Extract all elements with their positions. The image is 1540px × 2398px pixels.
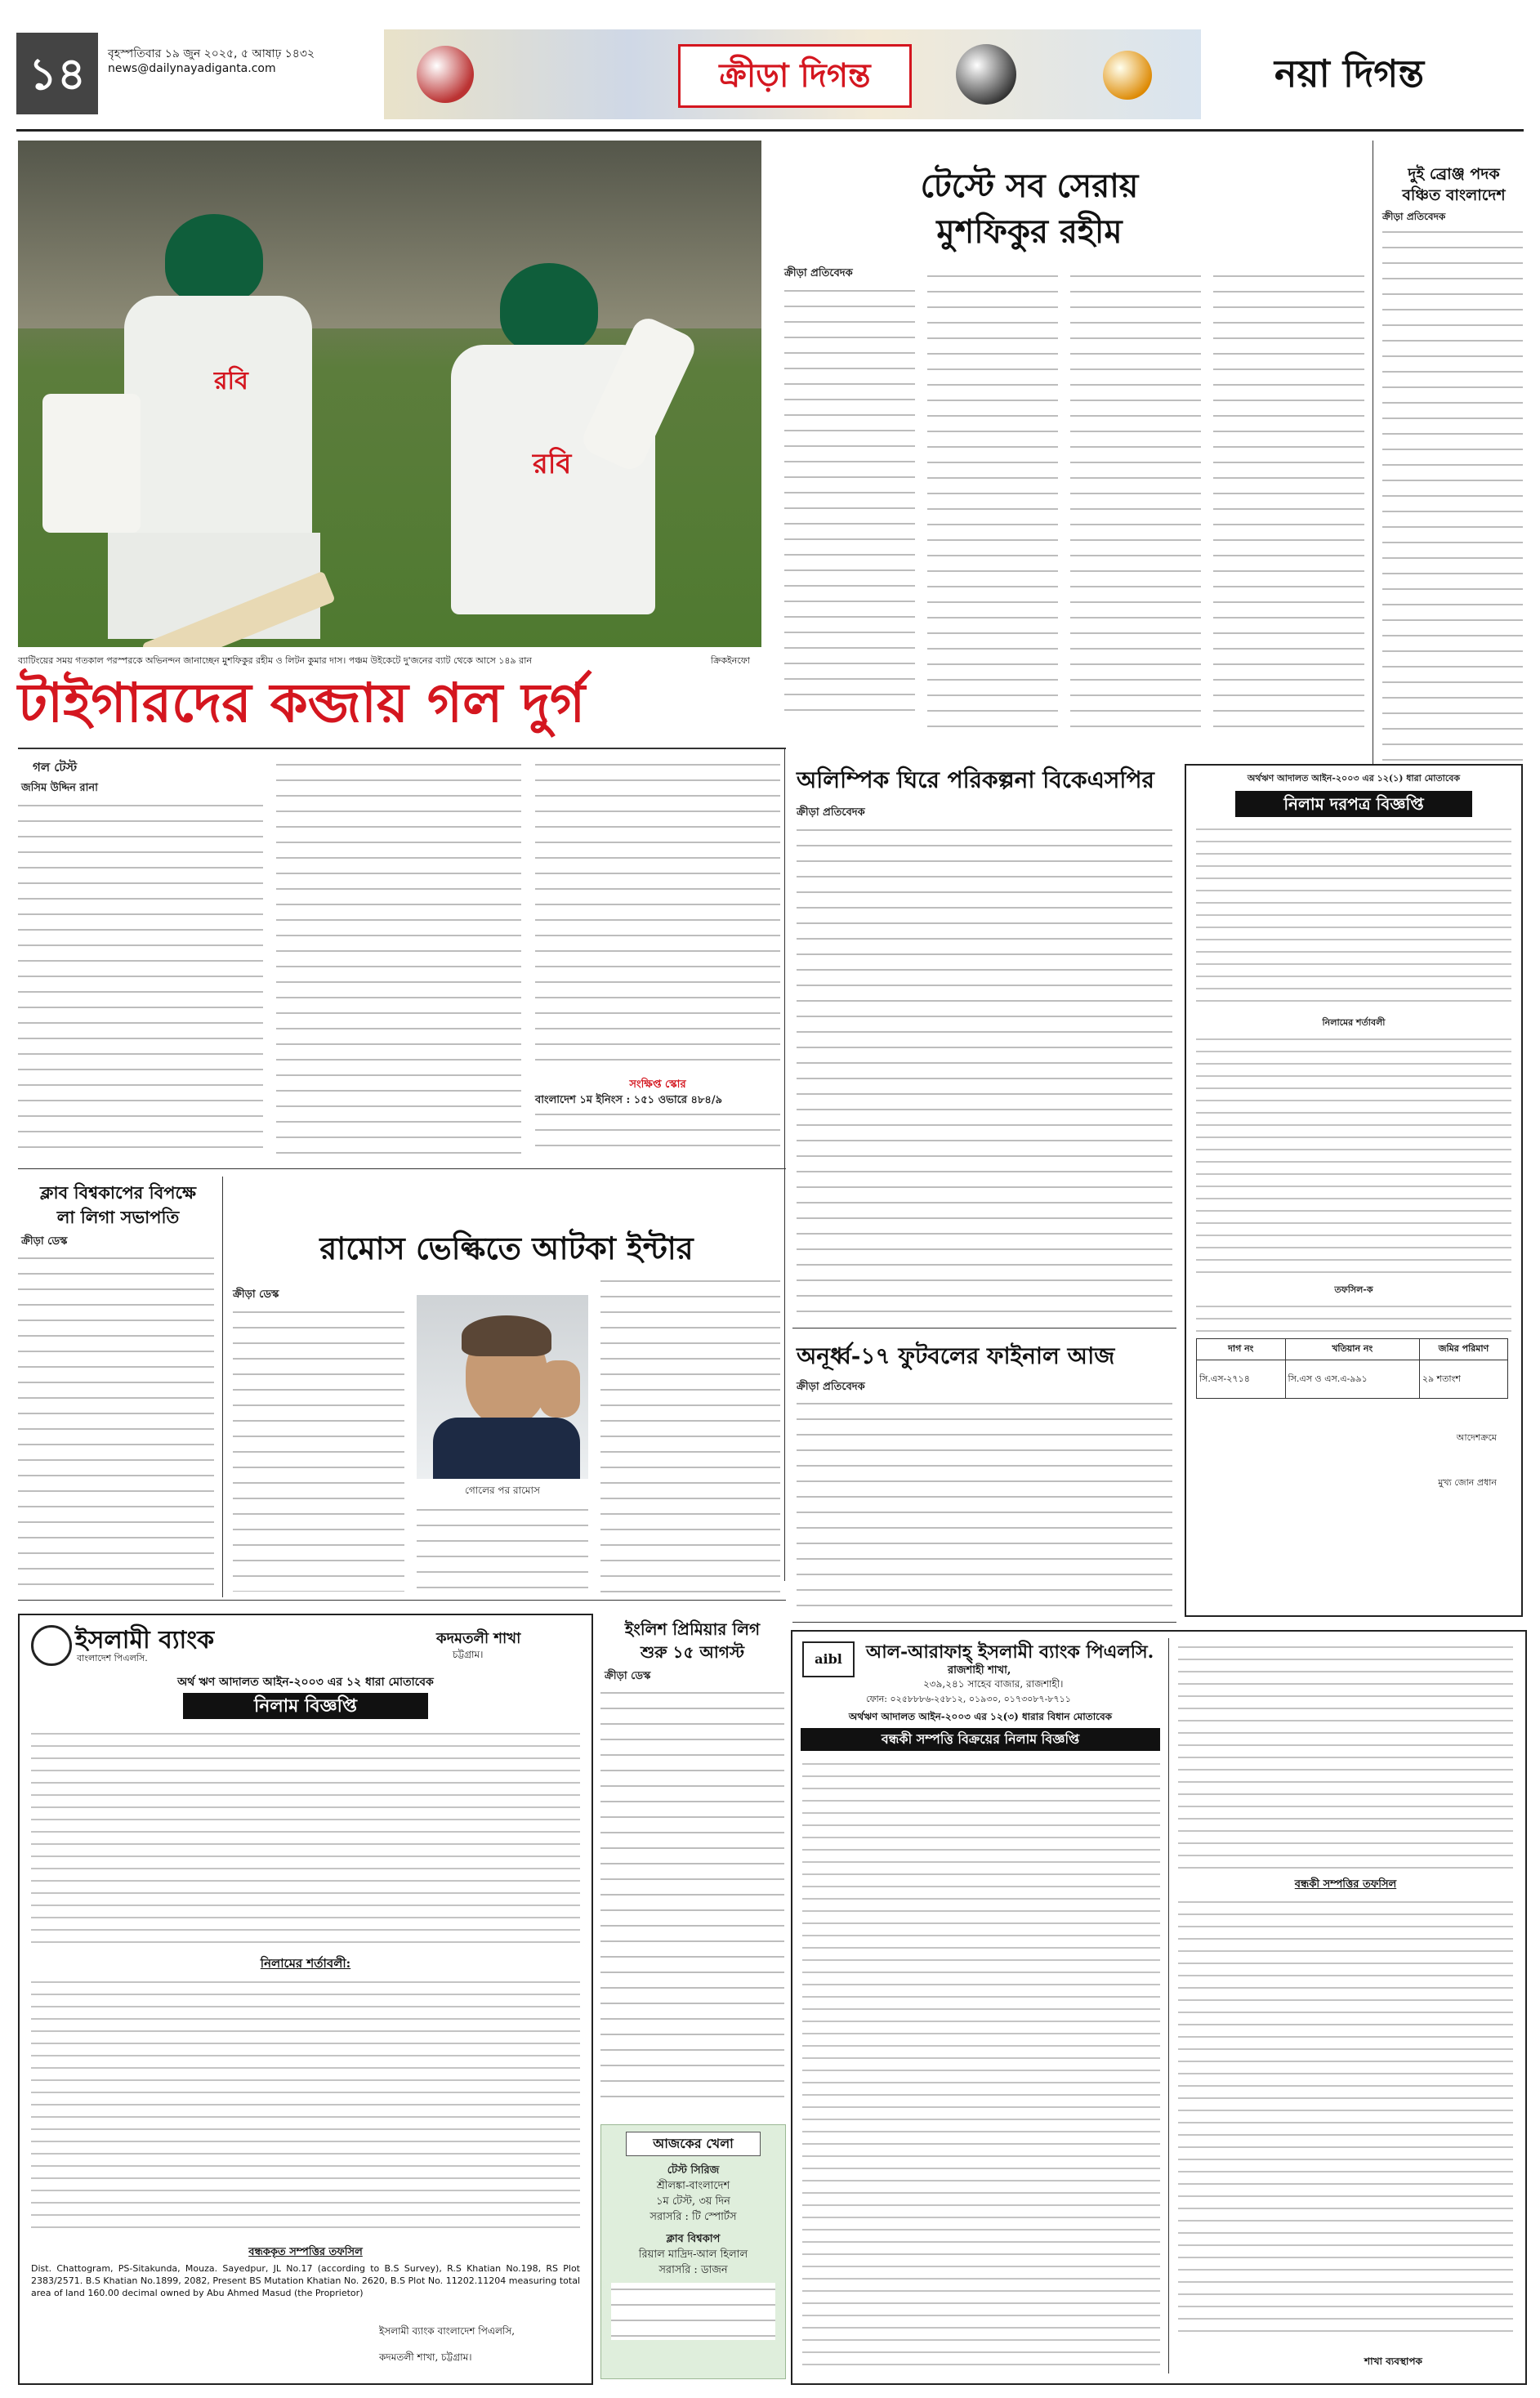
bank-law-ref: অর্থ ঋণ আদালত আইন-২০০৩ এর ১২ ধারা মোতাবেক (177, 1676, 434, 1689)
bank-name: ইসলামী ব্যাংক (75, 1626, 215, 1654)
u17-byline: ক্রীড়া প্রতিবেদক (797, 1381, 865, 1393)
auction-signer: মুখ্য জোন প্রধান (1438, 1477, 1497, 1488)
ramos-body-col3 (600, 1275, 780, 1593)
bank-city: চট্টগ্রাম। (453, 1649, 484, 1660)
ramos-headline: রামোস ভেল্কিতে আটকা ইন্টার (319, 1230, 694, 1266)
bank-property-en: Dist. Chattogram, PS-Sitakunda, Mouza. Sayedpur, JL No.17 (according to B.S Survey), R.S Khatian No.198, RS Plot 2383/2571. B.S Khatian No.1899, 2082, Present BS Mutation Khatian No. 2620, B.S Plot No. 11202.11204 measuring total area of land 160.00 decimal owned by Abu Ahmed Masud (the Proprietor) (31, 2263, 580, 2298)
mushfiq-body-col1 (784, 284, 915, 717)
sports-banner-image (384, 29, 1201, 119)
ramos-photo (417, 1295, 588, 1479)
player-right (410, 263, 680, 647)
ball-icon (956, 44, 1016, 105)
bank-conditions-body (31, 1976, 580, 2238)
al-arafah-branch: রাজশাহী শাখা, (948, 1664, 1011, 1677)
olympic-byline: ক্রীড়া প্রতিবেদক (797, 806, 865, 819)
ramos-body-col1 (233, 1306, 404, 1592)
al-arafah-name: আল-আরাফাহ্ ইসলামী ব্যাংক পিএলসি. (866, 1641, 1154, 1663)
lead-photo-credit: ক্রিকইনফো (711, 655, 750, 666)
aibl-logo: aibl (802, 1641, 855, 1677)
al-arafah-ad (791, 1630, 1527, 2385)
club-wc-byline: ক্রীড়া ডেস্ক (21, 1235, 68, 1248)
ball-icon (417, 46, 474, 103)
website: news@dailynayadiganta.com (108, 62, 276, 75)
todays-games-box: আজকের খেলা টেস্ট সিরিজ শ্রীলঙ্কা-বাংলাদেশ ১ম টেস্ট, ৩য় দিন সরাসরি : টি স্পোর্টস ক্লাব বিশ্বকাপ রিয়াল মাদ্রিদ-আল হিলাল সরাসরি : ডাজন (600, 2124, 786, 2379)
lead-photo-caption: ব্যাটিংয়ের সময় গতকাল পরস্পরকে অভিনন্দন জানাচ্ছেন মুশফিকুর রহীম ও লিটন কুমার দাস। পঞ্চম উইকেটে দু'জনের ব্যাট থেকে আসে ১৪৯ রান (18, 655, 532, 666)
auction-signature: আদেশক্রমে (1456, 1432, 1497, 1443)
section-name: ক্রীড়া দিগন্ত (678, 44, 912, 108)
olympic-headline: অলিম্পিক ঘিরে পরিকল্পনা বিকেএসপির (797, 766, 1154, 793)
bronze-byline: ক্রীড়া প্রতিবেদক (1382, 211, 1446, 222)
al-arafah-body-right-top (1178, 1641, 1513, 1870)
al-arafah-schedule-body (1178, 1896, 1513, 2338)
auction-conditions-title: নিলামের শর্তাবলী (1322, 1017, 1386, 1028)
bank-schedule-title: বন্ধককৃত সম্পত্তির তফসিল (248, 2246, 363, 2258)
u17-headline: অনূর্ধ্ব-১৭ ফুটবলের ফাইনাল আজ (797, 1342, 1115, 1369)
u17-body (797, 1397, 1172, 1610)
mushfiq-byline: ক্রীড়া প্রতিবেদক (784, 267, 853, 279)
lead-body-col3 (535, 758, 780, 1069)
page-number-box: ১৪ (16, 33, 98, 114)
islami-bank-ad (18, 1614, 593, 2385)
bank-signer-2: কদমতলী শাখা, চট্টগ্রাম। (379, 2351, 472, 2363)
ramos-byline: ক্রীড়া ডেস্ক (233, 1288, 279, 1301)
auction-table: দাগ নং খতিয়ান নং জমির পরিমাণ সি.এস-২৭১৪ সি.এস ও এস.এ-৯৯১ ২৯ শতাংশ (1196, 1338, 1508, 1399)
bank-notice-body (31, 1728, 580, 1949)
bank-sub: বাংলাদেশ পিএলসি. (77, 1653, 148, 1663)
epl-byline: ক্রীড়া ডেস্ক (605, 1670, 651, 1682)
player-left (75, 214, 320, 639)
al-arafah-law-ref: অর্থঋণ আদালত আইন-২০০৩ এর ১২(৩) ধারার বিধান মোতাবেক (848, 1711, 1113, 1722)
olympic-body (797, 824, 1172, 1314)
club-wc-headline: ক্লাব বিশ্বকাপের বিপক্ষে লা লিগা সভাপতি (40, 1182, 196, 1227)
al-arafah-address: ২৩৯,২৪১ সাহেব বাজার, রাজশাহী। (923, 1678, 1064, 1690)
mushfiq-body-col2 (927, 270, 1058, 727)
al-arafah-schedule-title: বন্ধকী সম্পত্তির তফসিল (1294, 1878, 1397, 1891)
jersey-logo: রবি (214, 367, 248, 395)
jersey-logo: রবি (533, 448, 572, 480)
al-arafah-footer: শাখা ব্যবস্থাপক (1364, 2356, 1422, 2367)
todays-games-title: আজকের খেলা (626, 2132, 761, 2156)
auction-schedule-title: তফসিল-ক (1334, 1284, 1373, 1295)
mushfiq-headline: টেস্টে সব সেরায় মুশফিকুর রহীম (920, 167, 1139, 251)
al-arafah-title: বন্ধকী সম্পত্তি বিক্রয়ের নিলাম বিজ্ঞপ্তি (801, 1728, 1160, 1751)
lead-byline: জসিম উদ্দিন রানা (21, 782, 98, 794)
mushfiq-body-col3 (1070, 270, 1201, 727)
bank-conditions-title: নিলামের শর্তাবলী: (260, 1956, 351, 1971)
lead-body-col1 (18, 799, 263, 1150)
al-arafah-phone: ফোন: ০২৫৮৮৮৬-২৫৮১২, ০১৯৩০, ০১৭৩০৮৭-৮৭১১ (866, 1694, 1071, 1704)
club-wc-body (18, 1252, 214, 1593)
ball-icon (1103, 51, 1152, 100)
ramos-photo-caption: গোলের পর রামোস (465, 1485, 540, 1496)
lead-photo (18, 141, 761, 647)
bank-logo-icon (31, 1625, 72, 1666)
date-line: বৃহস্পতিবার ১৯ জুন ২০২৫, ৫ আষাঢ় ১৪৩২ (108, 47, 315, 60)
lead-headline: টাইগারদের কব্জায় গল দুর্গ (18, 671, 586, 735)
bank-signer-1: ইসলামী ব্যাংক বাংলাদেশ পিএলসি, (379, 2325, 516, 2337)
epl-headline: ইংলিশ প্রিমিয়ার লিগ শুরু ১৫ আগস্ট (624, 1619, 761, 1662)
bronze-headline: দুই ব্রোঞ্জ পদক বঞ্চিত বাংলাদেশ (1402, 165, 1506, 204)
al-arafah-body-left (802, 1758, 1160, 2375)
lead-dateline: গল টেস্ট (33, 760, 78, 775)
lead-body-col2 (276, 758, 521, 1167)
auction-law-ref: অর্থঋণ আদালত আইন-২০০৩ এর ১২(১) ধারা মোতাবেক (1247, 773, 1461, 784)
bank-branch: কদমতলী শাখা (436, 1630, 521, 1647)
auction-title: নিলাম দরপত্র বিজ্ঞপ্তি (1235, 791, 1472, 817)
mushfiq-record-box (1213, 270, 1364, 727)
ramos-body-col2 (417, 1503, 588, 1592)
paper-logo: নয়া দিগন্ত (1274, 51, 1425, 96)
scorecard-box: সংক্ষিপ্ত স্কোর বাংলাদেশ ১ম ইনিংস : ১৫১ ওভারে ৪৮৪/৯ (535, 1077, 780, 1159)
bank-title: নিলাম বিজ্ঞপ্তি (183, 1693, 428, 1719)
auction-ad-top (1185, 764, 1523, 1617)
epl-body (600, 1686, 784, 2111)
